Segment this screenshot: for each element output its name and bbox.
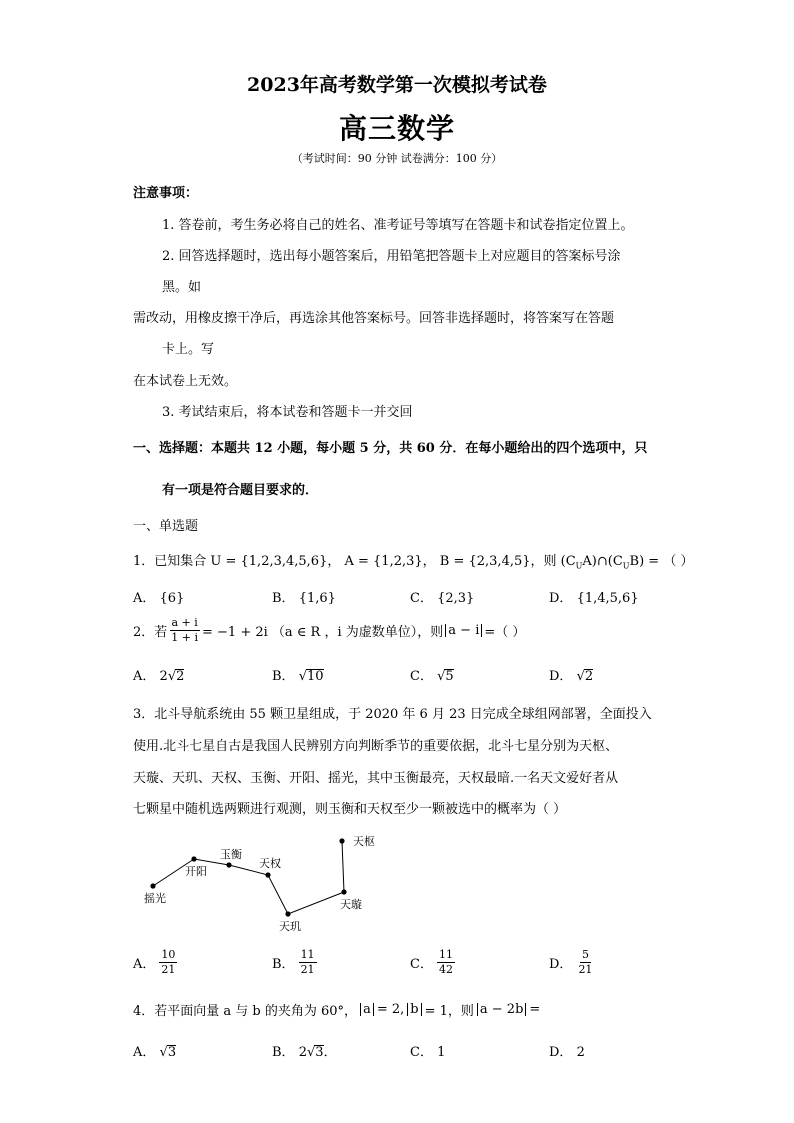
question-3-option-d: D． $\frac{5}{21}$ bbox=[549, 948, 593, 976]
question-2-option-a: A． 2√2 bbox=[133, 669, 185, 684]
question-4-option-c: C． 1 bbox=[410, 1045, 446, 1060]
big-dipper-diagram bbox=[133, 830, 393, 940]
question-1-option-d: D． {1,4,5,6} bbox=[549, 591, 639, 606]
star-tianxuan bbox=[341, 889, 346, 894]
label-tianshu: 天枢 bbox=[353, 835, 375, 848]
question-4-option-b: B． 2√3． bbox=[272, 1045, 337, 1060]
star-tianji bbox=[285, 911, 290, 916]
star-yuheng bbox=[226, 862, 231, 867]
notes-item-2d: 卡上。写 bbox=[162, 342, 215, 357]
label-yuheng: 玉衡 bbox=[220, 848, 242, 861]
label-tianquan: 天权 bbox=[259, 857, 281, 870]
section-heading-b: 有一项是符合题目要求的． bbox=[162, 483, 319, 498]
question-3-option-c: C． $\frac{11}{42}$ bbox=[410, 948, 453, 976]
star-kaiyang bbox=[191, 856, 196, 861]
notes-item-2c: 需改动，用橡皮擦干净后，再选涂其他答案标号。回答非选择题时，将答案写在答题 bbox=[133, 311, 615, 326]
notes-heading: 注意事项： bbox=[133, 186, 199, 201]
question-1-option-b: B． {1,6} bbox=[272, 591, 336, 606]
question-4-option-a: A． √3 bbox=[133, 1045, 177, 1060]
question-1-option-a: A． {6} bbox=[133, 591, 185, 606]
notes-item-2a: 2. 回答选择题时，选出每小题答案后，用铅笔把答题卡上对应题目的答案标号涂 bbox=[162, 249, 621, 264]
question-3-line-2: 使用.北斗七星自古是我国人民辨别方向判断季节的重要依据，北斗七星分别为天枢、 bbox=[133, 739, 619, 754]
star-tianquan bbox=[265, 872, 270, 877]
label-kaiyang: 开阳 bbox=[185, 865, 207, 878]
label-yaoguang: 摇光 bbox=[144, 892, 166, 905]
question-3-option-a: A． $\frac{10}{21}$ bbox=[133, 948, 176, 976]
question-4-stem: 4．若平面向量 a 与 b 的夹角为 60°， a = 2, b = 1，则 a − 2b = bbox=[133, 1002, 541, 1019]
exam-info: （考试时间：90 分钟 试卷满分：100 分） bbox=[291, 152, 503, 165]
question-3-option-b: B． $\frac{11}{21}$ bbox=[272, 948, 315, 976]
question-2-fraction: $\frac{a + i}{1 + i}$ bbox=[171, 616, 199, 644]
label-tianji: 天玑 bbox=[279, 920, 301, 933]
question-1-stem: 1．已知集合 U = {1,2,3,4,5,6}， A = {1,2,3}， B = {2,3,4,5}，则 $(C_UA)\cap(C_UB)$ = （ ） bbox=[133, 554, 694, 571]
exam-title: 2023年高考数学第一次模拟考试卷 bbox=[247, 74, 547, 96]
question-4-option-d: D． 2 bbox=[549, 1045, 585, 1060]
question-3-line-3: 天璇、天玑、天权、玉衡、开阳、摇光，其中玉衡最亮，天权最暗.一名天文爱好者从 bbox=[133, 771, 619, 786]
notes-item-3: 3. 考试结束后，将本试卷和答题卡一并交回 bbox=[162, 405, 413, 420]
notes-item-1: 1. 答卷前，考生务必将自己的姓名、准考证号等填写在答题卡和试卷指定位置上。 bbox=[162, 218, 634, 233]
question-2-option-c: C． √5 bbox=[410, 669, 454, 684]
question-2-option-b: B． √10 bbox=[272, 669, 324, 684]
notes-item-2b: 黑。如 bbox=[162, 280, 202, 295]
question-2-stem: 2．若 $\frac{a + i}{1 + i}$ = −1 + 2i （a ∈ R ，i 为虚数单位），则 a − i =（ ） bbox=[133, 616, 526, 644]
question-1-option-c: C． {2,3} bbox=[410, 591, 475, 606]
star-yaoguang bbox=[150, 883, 155, 888]
question-2-option-d: D． √2 bbox=[549, 669, 594, 684]
section-subheading: 一、单选题 bbox=[133, 519, 199, 534]
section-heading-a: 一、选择题：本题共 12 小题，每小题 5 分，共 60 分．在每小题给出的四个选项中，只 bbox=[133, 441, 648, 456]
notes-item-2e: 在本试卷上无效。 bbox=[133, 374, 238, 389]
star-tianshu bbox=[339, 838, 344, 843]
label-tianxuan: 天璇 bbox=[340, 898, 362, 911]
question-3-line-4: 七颗星中随机选两颗进行观测，则玉衡和天权至少一颗被选中的概率为（ ） bbox=[133, 802, 567, 817]
subject-title: 高三数学 bbox=[338, 112, 455, 145]
question-3-line-1: 3．北斗导航系统由 55 颗卫星组成，于 2020 年 6 月 23 日完成全球组网部署，全面投入 bbox=[133, 707, 652, 722]
